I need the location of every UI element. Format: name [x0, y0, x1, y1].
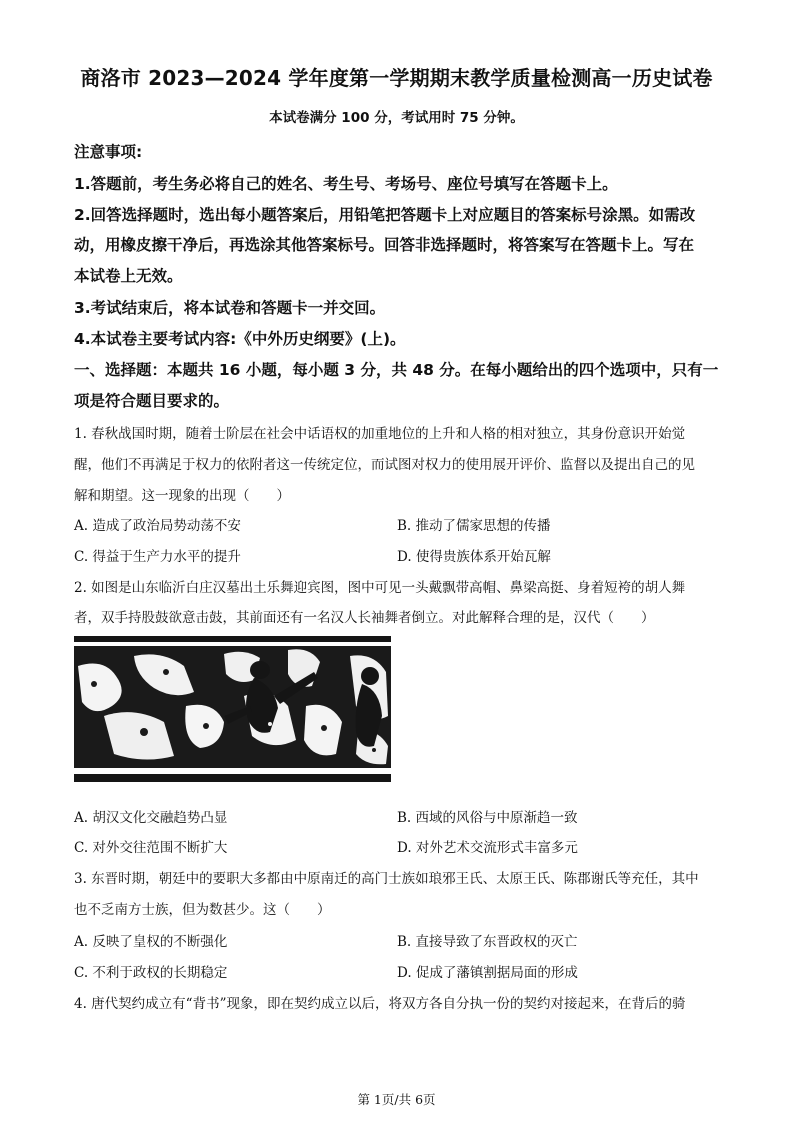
- notice-item: 1.答题前，考生务必将自己的姓名、考生号、考场号、座位号填写在答题卡上。: [74, 175, 618, 193]
- section-heading: 一、选择题：本题共 16 小题，每小题 3 分，共 48 分。在每小题给出的四个选项中，只有一: [74, 361, 719, 379]
- question-4-text: 4. 唐代契约成立有“背书”现象，即在契约成立以后，将双方各自分执一份的契约对接起来，在背后的骑: [74, 996, 686, 1012]
- question-3-option-b: B. 直接导致了东晋政权的灭亡: [397, 934, 578, 950]
- question-2-option-a: A. 胡汉文化交融趋势凸显: [74, 810, 228, 826]
- exam-subtitle: 本试卷满分 100 分，考试用时 75 分钟。: [269, 110, 524, 126]
- question-1-text: 解和期望。这一现象的出现（ ）: [74, 488, 290, 504]
- question-1-option-c: C. 得益于生产力水平的提升: [74, 549, 241, 565]
- question-2-option-d: D. 对外艺术交流形式丰富多元: [397, 840, 578, 856]
- question-1-text: 1. 春秋战国时期，随着士阶层在社会中话语权的加重地位的上升和人格的相对独立，其身份意识开始觉: [74, 426, 686, 442]
- question-2-option-b: B. 西域的风俗与中原渐趋一致: [397, 810, 578, 826]
- notice-item: 本试卷上无效。: [74, 267, 183, 285]
- question-2-text: 2. 如图是山东临沂白庄汉墓出土乐舞迎宾图，图中可见一头戴飘带高帽、鼻梁高挺、身着短袴的胡人舞: [74, 580, 686, 596]
- notice-item: 4.本试卷主要考试内容:《中外历史纲要》(上)。: [74, 330, 406, 348]
- notice-item: 3.考试结束后，将本试卷和答题卡一并交回。: [74, 299, 386, 317]
- question-2-text: 者，双手持股鼓欲意击鼓，其前面还有一名汉人长袖舞者倒立。对此解释合理的是，汉代（ ）: [74, 610, 655, 626]
- notice-item: 2.回答选择题时，选出每小题答案后，用铅笔把答题卡上对应题目的答案标号涂黑。如需改: [74, 206, 696, 224]
- notice-heading: 注意事项:: [74, 143, 143, 161]
- han-tomb-rubbing-image: [74, 636, 391, 784]
- question-3-text: 3. 东晋时期，朝廷中的要职大多都由中原南迁的高门士族如琅邪王氏、太原王氏、陈郡谢氏等充任，其中: [74, 871, 699, 887]
- question-3-text: 也不乏南方士族，但为数甚少。这（ ）: [74, 902, 331, 918]
- notice-item: 动，用橡皮擦干净后，再选涂其他答案标号。回答非选择题时，将答案写在答题卡上。写在: [74, 236, 695, 254]
- question-1-option-b: B. 推动了儒家思想的传播: [397, 518, 551, 534]
- page-number: 第 1页/共 6页: [357, 1092, 436, 1107]
- question-2-option-c: C. 对外交往范围不断扩大: [74, 840, 228, 856]
- question-1-option-a: A. 造成了政治局势动荡不安: [74, 518, 241, 534]
- question-3-option-a: A. 反映了皇权的不断强化: [74, 934, 228, 950]
- section-heading-cont: 项是符合题目要求的。: [74, 392, 230, 410]
- page-title: 商洛市 2023—2024 学年度第一学期期末教学质量检测高一历史试卷: [80, 66, 713, 90]
- question-3-option-c: C. 不利于政权的长期稳定: [74, 965, 228, 981]
- question-1-text: 醒，他们不再满足于权力的依附者这一传统定位，而试图对权力的使用展开评价、监督以及提出自己的见: [74, 457, 695, 473]
- rubbing-illustration: [74, 636, 391, 784]
- question-3-option-d: D. 促成了藩镇割据局面的形成: [397, 965, 578, 981]
- question-1-option-d: D. 使得贵族体系开始瓦解: [397, 549, 551, 565]
